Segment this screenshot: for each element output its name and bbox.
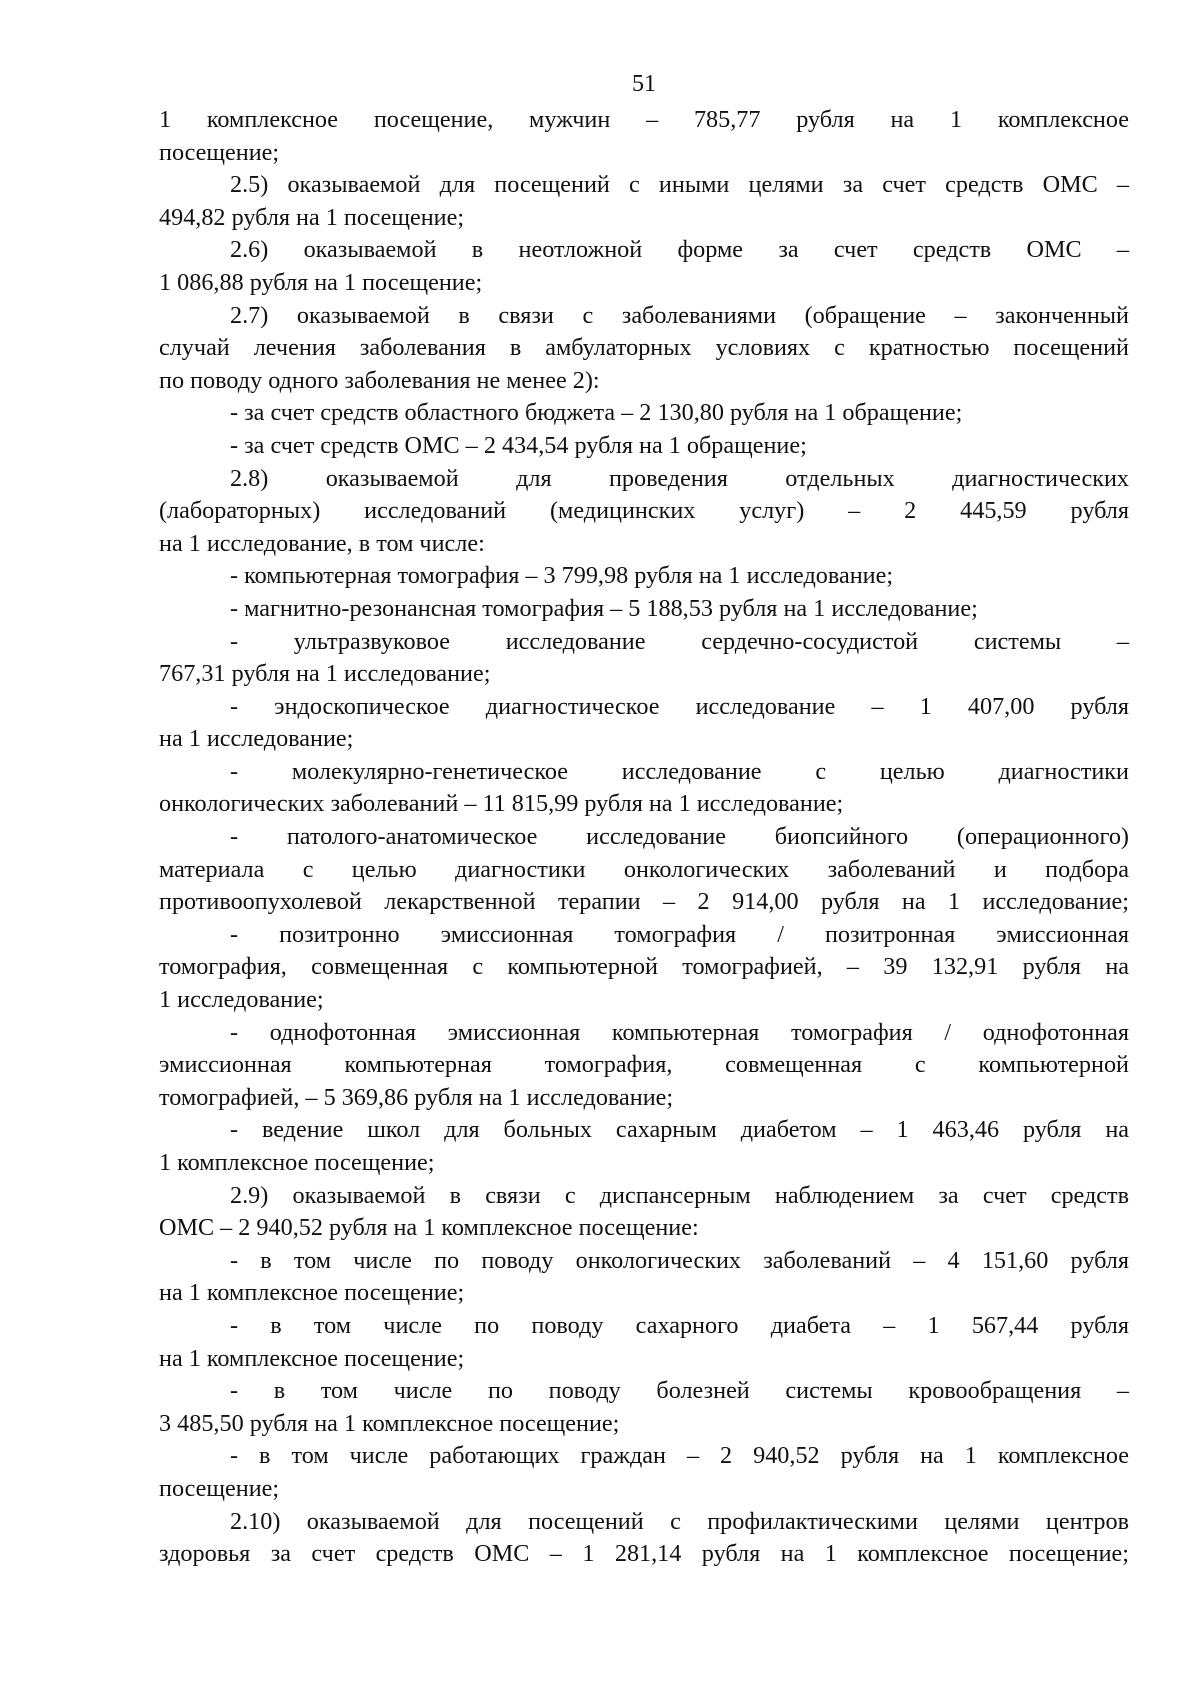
text-line: - эндоскопическое диагностическое исследование – 1 407,00 рубля <box>230 692 1129 720</box>
text-line: 1 комплексное посещение; <box>159 1149 435 1176</box>
text-line: - в том числе по поводу болезней системы кровообращения – <box>230 1377 1129 1405</box>
text-line: - ультразвуковое исследование сердечно-сосудистой системы – <box>230 627 1129 655</box>
text-line: томография, совмещенная с компьютерной томографией, – 39 132,91 рубля на <box>159 953 1129 981</box>
text-line: 494,82 рубля на 1 посещение; <box>159 203 465 231</box>
text-line: 1 086,88 рубля на 1 посещение; <box>159 268 483 296</box>
text-line: на 1 комплексное посещение; <box>159 1344 465 1372</box>
text-line: - за счет средств ОМС – 2 434,54 рубля на 1 обращение; <box>230 431 807 459</box>
text-line: материала с целью диагностики онкологических заболеваний и подбора <box>159 855 1129 883</box>
text-line: на 1 исследование, в том числе: <box>159 529 485 557</box>
text-line: - молекулярно-генетическое исследование с целью диагностики <box>230 757 1129 785</box>
text-line: - в том числе по поводу сахарного диабета – 1 567,44 рубля <box>230 1311 1129 1339</box>
text-line: 2.10) оказываемой для посещений с профилактическими целями центров <box>230 1507 1129 1535</box>
text-line: 2.9) оказываемой в связи с диспансерным наблюдением за счет средств <box>230 1181 1129 1209</box>
document-body <box>159 104 1129 1571</box>
text-line: - в том числе работающих граждан – 2 940,52 рубля на 1 комплексное <box>230 1442 1129 1470</box>
text-line: эмиссионная компьютерная томография, совмещенная с компьютерной <box>159 1051 1129 1079</box>
text-line: - патолого-анатомическое исследование биопсийного (операционного) <box>230 823 1129 851</box>
text-line: 2.8) оказываемой для проведения отдельных диагностических <box>230 464 1129 492</box>
text-line: на 1 исследование; <box>159 725 354 753</box>
text-line: - однофотонная эмиссионная компьютерная томография / однофотонная <box>230 1018 1129 1046</box>
text-line: - компьютерная томография – 3 799,98 рубля на 1 исследование; <box>230 562 894 590</box>
text-line: 767,31 рубля на 1 исследование; <box>159 660 491 688</box>
text-line: по поводу одного заболевания не менее 2): <box>159 366 600 394</box>
text-line: 2.6) оказываемой в неотложной форме за счет средств ОМС – <box>230 236 1129 264</box>
text-line: здоровья за счет средств ОМС – 1 281,14 рубля на 1 комплексное посещение; <box>159 1540 1129 1568</box>
page-number: 51 <box>632 71 656 97</box>
text-line: посещение; <box>159 1474 280 1502</box>
text-line: - позитронно эмиссионная томография / позитронная эмиссионная <box>230 920 1129 948</box>
text-line: 2.7) оказываемой в связи с заболеваниями (обращение – законченный <box>230 301 1129 329</box>
text-line: - магнитно-резонансная томография – 5 188,53 рубля на 1 исследование; <box>230 594 978 622</box>
text-line: противоопухолевой лекарственной терапии – 2 914,00 рубля на 1 исследование; <box>159 888 1129 916</box>
text-line: 1 комплексное посещение, мужчин – 785,77 рубля на 1 комплексное <box>159 106 1129 133</box>
text-line: 2.5) оказываемой для посещений с иными целями за счет средств ОМС – <box>230 171 1129 199</box>
text-line: посещение; <box>159 138 280 166</box>
text-line: - за счет средств областного бюджета – 2 130,80 рубля на 1 обращение; <box>230 399 963 427</box>
text-line: онкологических заболеваний – 11 815,99 рубля на 1 исследование; <box>159 790 844 818</box>
text-line: 3 485,50 рубля на 1 комплексное посещение; <box>159 1409 620 1437</box>
text-line: ОМС – 2 940,52 рубля на 1 комплексное посещение: <box>159 1214 699 1242</box>
text-line: - в том числе по поводу онкологических заболеваний – 4 151,60 рубля <box>230 1246 1129 1274</box>
text-line: 1 исследование; <box>159 986 324 1014</box>
text-line: случай лечения заболевания в амбулаторных условиях с кратностью посещений <box>159 334 1129 362</box>
text-line: (лабораторных) исследований (медицинских услуг) – 2 445,59 рубля <box>159 497 1129 525</box>
text-line: томографией, – 5 369,86 рубля на 1 исследование; <box>159 1083 674 1111</box>
text-line: - ведение школ для больных сахарным диабетом – 1 463,46 рубля на <box>230 1116 1129 1144</box>
text-line: на 1 комплексное посещение; <box>159 1279 465 1307</box>
document-page <box>159 68 1129 1688</box>
